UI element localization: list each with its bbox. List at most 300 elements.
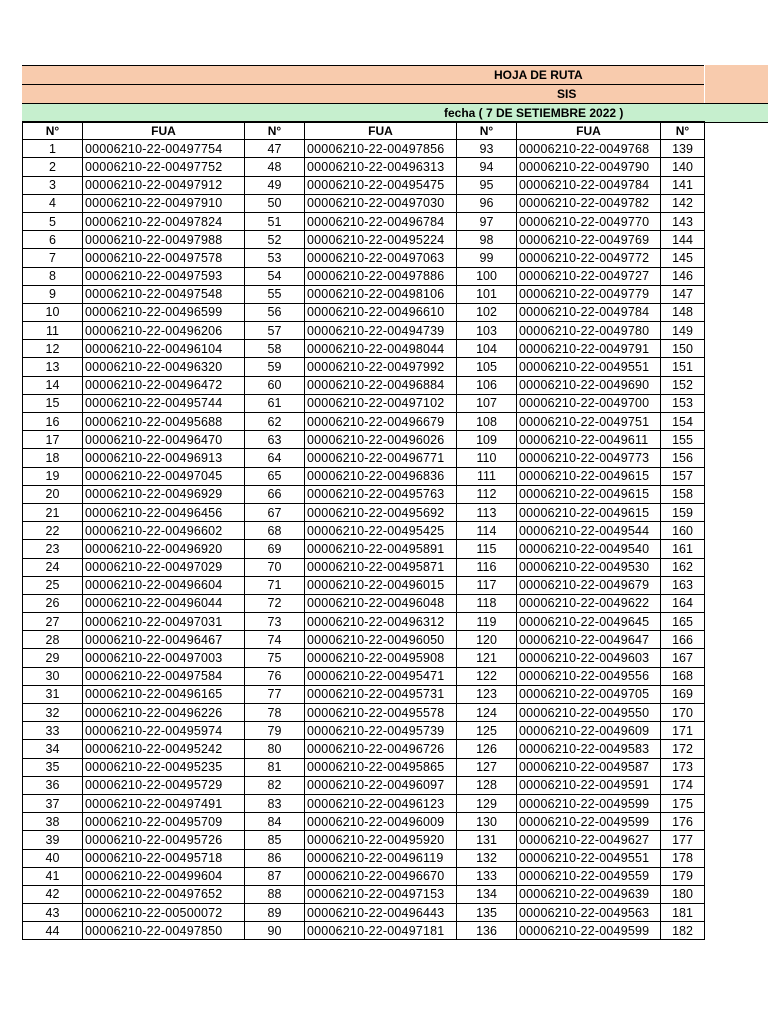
fua-cell: 00006210-22-0049622 <box>517 594 661 612</box>
fua-cell: 00006210-22-00496104 <box>83 340 245 358</box>
fua-cell: 00006210-22-0049556 <box>517 667 661 685</box>
row-number-cell: 44 <box>23 922 83 940</box>
row-number-cell: 68 <box>245 522 305 540</box>
row-number-cell: 171 <box>661 722 705 740</box>
fua-cell: 00006210-22-0049768 <box>517 140 661 158</box>
row-number-cell: 153 <box>661 394 705 412</box>
fua-cell: 00006210-22-00499604 <box>83 867 245 885</box>
fua-cell: 00006210-22-00495475 <box>305 176 457 194</box>
fua-cell: 00006210-22-0049599 <box>517 794 661 812</box>
fua-cell: 00006210-22-0049591 <box>517 776 661 794</box>
row-number-cell: 122 <box>457 667 517 685</box>
fua-cell: 00006210-22-0049769 <box>517 231 661 249</box>
row-number-cell: 75 <box>245 649 305 667</box>
row-number-cell: 60 <box>245 376 305 394</box>
table-row <box>23 176 705 194</box>
row-number-cell: 77 <box>245 685 305 703</box>
row-number-cell: 3 <box>23 176 83 194</box>
row-number-cell: 96 <box>457 194 517 212</box>
row-number-cell: 56 <box>245 303 305 321</box>
fua-cell: 00006210-22-0049611 <box>517 431 661 449</box>
fua-cell: 00006210-22-00495688 <box>83 413 245 431</box>
subtitle-band <box>22 84 704 103</box>
fua-cell: 00006210-22-00497153 <box>305 885 457 903</box>
table-row <box>23 649 705 667</box>
table-row <box>23 358 705 376</box>
table-row <box>23 285 705 303</box>
fua-cell: 00006210-22-00496443 <box>305 904 457 922</box>
row-number-cell: 133 <box>457 867 517 885</box>
table-header-row <box>23 122 705 140</box>
route-sheet-table <box>22 121 705 940</box>
fua-cell: 00006210-22-0049705 <box>517 685 661 703</box>
fua-cell: 00006210-22-00497652 <box>83 885 245 903</box>
column-header: N° <box>245 122 305 140</box>
row-number-cell: 37 <box>23 794 83 812</box>
row-number-cell: 182 <box>661 922 705 940</box>
fua-cell: 00006210-22-00498106 <box>305 285 457 303</box>
row-number-cell: 18 <box>23 449 83 467</box>
row-number-cell: 85 <box>245 831 305 849</box>
table-row <box>23 685 705 703</box>
fua-cell: 00006210-22-00496050 <box>305 631 457 649</box>
fua-cell: 00006210-22-0049540 <box>517 540 661 558</box>
sheet-subtitle: SIS <box>557 87 577 101</box>
row-number-cell: 99 <box>457 249 517 267</box>
fua-cell: 00006210-22-00497584 <box>83 667 245 685</box>
row-number-cell: 127 <box>457 758 517 776</box>
row-number-cell: 103 <box>457 322 517 340</box>
table-row <box>23 340 705 358</box>
row-number-cell: 16 <box>23 413 83 431</box>
fua-cell: 00006210-22-0049751 <box>517 413 661 431</box>
fua-cell: 00006210-22-00496206 <box>83 322 245 340</box>
table-row <box>23 212 705 230</box>
table-row <box>23 303 705 321</box>
fua-cell: 00006210-22-00497754 <box>83 140 245 158</box>
row-number-cell: 17 <box>23 431 83 449</box>
row-number-cell: 109 <box>457 431 517 449</box>
fua-cell: 00006210-22-0049627 <box>517 831 661 849</box>
row-number-cell: 98 <box>457 231 517 249</box>
row-number-cell: 59 <box>245 358 305 376</box>
row-number-cell: 5 <box>23 212 83 230</box>
row-number-cell: 4 <box>23 194 83 212</box>
table-row <box>23 594 705 612</box>
table-row <box>23 758 705 776</box>
column-header: FUA <box>83 122 245 140</box>
fua-cell: 00006210-22-00496312 <box>305 613 457 631</box>
row-number-cell: 104 <box>457 340 517 358</box>
fua-cell: 00006210-22-0049615 <box>517 467 661 485</box>
column-header: FUA <box>305 122 457 140</box>
row-number-cell: 152 <box>661 376 705 394</box>
row-number-cell: 155 <box>661 431 705 449</box>
row-number-cell: 173 <box>661 758 705 776</box>
row-number-cell: 167 <box>661 649 705 667</box>
row-number-cell: 11 <box>23 322 83 340</box>
row-number-cell: 150 <box>661 340 705 358</box>
row-number-cell: 39 <box>23 831 83 849</box>
row-number-cell: 174 <box>661 776 705 794</box>
row-number-cell: 52 <box>245 231 305 249</box>
row-number-cell: 94 <box>457 158 517 176</box>
fua-cell: 00006210-22-00497593 <box>83 267 245 285</box>
row-number-cell: 89 <box>245 904 305 922</box>
row-number-cell: 130 <box>457 813 517 831</box>
column-header: N° <box>661 122 705 140</box>
row-number-cell: 81 <box>245 758 305 776</box>
row-number-cell: 70 <box>245 558 305 576</box>
date-band <box>22 103 768 123</box>
row-number-cell: 168 <box>661 667 705 685</box>
row-number-cell: 148 <box>661 303 705 321</box>
table-row <box>23 231 705 249</box>
row-number-cell: 32 <box>23 704 83 722</box>
table-row <box>23 540 705 558</box>
row-number-cell: 140 <box>661 158 705 176</box>
row-number-cell: 54 <box>245 267 305 285</box>
row-number-cell: 58 <box>245 340 305 358</box>
fua-cell: 00006210-22-00496920 <box>83 540 245 558</box>
row-number-cell: 157 <box>661 467 705 485</box>
fua-cell: 00006210-22-0049615 <box>517 485 661 503</box>
fua-cell: 00006210-22-00497850 <box>83 922 245 940</box>
row-number-cell: 73 <box>245 613 305 631</box>
fua-cell: 00006210-22-00497102 <box>305 394 457 412</box>
fua-cell: 00006210-22-00496602 <box>83 522 245 540</box>
fua-cell: 00006210-22-0049791 <box>517 340 661 358</box>
fua-cell: 00006210-22-0049559 <box>517 867 661 885</box>
fua-cell: 00006210-22-00495235 <box>83 758 245 776</box>
row-number-cell: 82 <box>245 776 305 794</box>
row-number-cell: 164 <box>661 594 705 612</box>
row-number-cell: 14 <box>23 376 83 394</box>
fua-cell: 00006210-22-00496165 <box>83 685 245 703</box>
row-number-cell: 166 <box>661 631 705 649</box>
row-number-cell: 20 <box>23 485 83 503</box>
fua-cell: 00006210-22-0049780 <box>517 322 661 340</box>
fua-cell: 00006210-22-00497548 <box>83 285 245 303</box>
table-row <box>23 867 705 885</box>
fua-cell: 00006210-22-00495726 <box>83 831 245 849</box>
fua-cell: 00006210-22-00497992 <box>305 358 457 376</box>
row-number-cell: 29 <box>23 649 83 667</box>
row-number-cell: 26 <box>23 594 83 612</box>
fua-cell: 00006210-22-00496119 <box>305 849 457 867</box>
row-number-cell: 67 <box>245 503 305 521</box>
row-number-cell: 1 <box>23 140 83 158</box>
row-number-cell: 169 <box>661 685 705 703</box>
fua-cell: 00006210-22-0049772 <box>517 249 661 267</box>
table-row <box>23 904 705 922</box>
fua-cell: 00006210-22-0049599 <box>517 922 661 940</box>
fua-cell: 00006210-22-00497491 <box>83 794 245 812</box>
table-row <box>23 467 705 485</box>
row-number-cell: 147 <box>661 285 705 303</box>
row-number-cell: 2 <box>23 158 83 176</box>
fua-cell: 00006210-22-00495920 <box>305 831 457 849</box>
row-number-cell: 57 <box>245 322 305 340</box>
row-number-cell: 83 <box>245 794 305 812</box>
fua-cell: 00006210-22-00495242 <box>83 740 245 758</box>
fua-cell: 00006210-22-0049782 <box>517 194 661 212</box>
table-row <box>23 794 705 812</box>
fua-cell: 00006210-22-00497030 <box>305 194 457 212</box>
fua-cell: 00006210-22-00500072 <box>83 904 245 922</box>
table-row <box>23 503 705 521</box>
row-number-cell: 12 <box>23 340 83 358</box>
row-number-cell: 42 <box>23 885 83 903</box>
table-row <box>23 413 705 431</box>
row-number-cell: 158 <box>661 485 705 503</box>
row-number-cell: 162 <box>661 558 705 576</box>
table-row <box>23 431 705 449</box>
fua-cell: 00006210-22-00496470 <box>83 431 245 449</box>
fua-cell: 00006210-22-0049690 <box>517 376 661 394</box>
row-number-cell: 50 <box>245 194 305 212</box>
row-number-cell: 84 <box>245 813 305 831</box>
fua-cell: 00006210-22-00495729 <box>83 776 245 794</box>
table-row <box>23 194 705 212</box>
fua-cell: 00006210-22-00497031 <box>83 613 245 631</box>
row-number-cell: 181 <box>661 904 705 922</box>
row-number-cell: 170 <box>661 704 705 722</box>
fua-cell: 00006210-22-0049639 <box>517 885 661 903</box>
fua-cell: 00006210-22-00496313 <box>305 158 457 176</box>
fua-cell: 00006210-22-00496048 <box>305 594 457 612</box>
row-number-cell: 100 <box>457 267 517 285</box>
row-number-cell: 51 <box>245 212 305 230</box>
row-number-cell: 6 <box>23 231 83 249</box>
row-number-cell: 55 <box>245 285 305 303</box>
row-number-cell: 175 <box>661 794 705 812</box>
fua-cell: 00006210-22-00496679 <box>305 413 457 431</box>
row-number-cell: 7 <box>23 249 83 267</box>
row-number-cell: 64 <box>245 449 305 467</box>
table-row <box>23 740 705 758</box>
fua-cell: 00006210-22-00495718 <box>83 849 245 867</box>
row-number-cell: 111 <box>457 467 517 485</box>
fua-cell: 00006210-22-0049599 <box>517 813 661 831</box>
fua-cell: 00006210-22-00497912 <box>83 176 245 194</box>
sheet-title: HOJA DE RUTA <box>494 68 583 82</box>
table-row <box>23 322 705 340</box>
table-row <box>23 485 705 503</box>
row-number-cell: 128 <box>457 776 517 794</box>
fua-cell: 00006210-22-00496610 <box>305 303 457 321</box>
column-header: FUA <box>517 122 661 140</box>
fua-cell: 00006210-22-00497181 <box>305 922 457 940</box>
table-row <box>23 558 705 576</box>
row-number-cell: 126 <box>457 740 517 758</box>
fua-cell: 00006210-22-00495763 <box>305 485 457 503</box>
fua-cell: 00006210-22-00496320 <box>83 358 245 376</box>
row-number-cell: 15 <box>23 394 83 412</box>
row-number-cell: 95 <box>457 176 517 194</box>
table-row <box>23 667 705 685</box>
row-number-cell: 34 <box>23 740 83 758</box>
table-row <box>23 613 705 631</box>
table-row <box>23 394 705 412</box>
row-number-cell: 113 <box>457 503 517 521</box>
row-number-cell: 27 <box>23 613 83 631</box>
fua-cell: 00006210-22-0049645 <box>517 613 661 631</box>
fua-cell: 00006210-22-00495224 <box>305 231 457 249</box>
fua-cell: 00006210-22-00495709 <box>83 813 245 831</box>
row-number-cell: 129 <box>457 794 517 812</box>
fua-cell: 00006210-22-00495865 <box>305 758 457 776</box>
fua-cell: 00006210-22-00496884 <box>305 376 457 394</box>
row-number-cell: 125 <box>457 722 517 740</box>
table-row <box>23 776 705 794</box>
fua-cell: 00006210-22-0049603 <box>517 649 661 667</box>
fua-cell: 00006210-22-0049530 <box>517 558 661 576</box>
row-number-cell: 79 <box>245 722 305 740</box>
row-number-cell: 121 <box>457 649 517 667</box>
fua-cell: 00006210-22-0049679 <box>517 576 661 594</box>
row-number-cell: 62 <box>245 413 305 431</box>
row-number-cell: 178 <box>661 849 705 867</box>
fua-cell: 00006210-22-00494739 <box>305 322 457 340</box>
row-number-cell: 123 <box>457 685 517 703</box>
row-number-cell: 119 <box>457 613 517 631</box>
row-number-cell: 88 <box>245 885 305 903</box>
row-number-cell: 145 <box>661 249 705 267</box>
table-row <box>23 831 705 849</box>
fua-cell: 00006210-22-00496097 <box>305 776 457 794</box>
row-number-cell: 101 <box>457 285 517 303</box>
row-number-cell: 43 <box>23 904 83 922</box>
row-number-cell: 87 <box>245 867 305 885</box>
fua-cell: 00006210-22-0049790 <box>517 158 661 176</box>
row-number-cell: 106 <box>457 376 517 394</box>
row-number-cell: 40 <box>23 849 83 867</box>
row-number-cell: 131 <box>457 831 517 849</box>
fua-cell: 00006210-22-0049784 <box>517 303 661 321</box>
table-row <box>23 522 705 540</box>
row-number-cell: 86 <box>245 849 305 867</box>
table-row <box>23 249 705 267</box>
fua-cell: 00006210-22-0049550 <box>517 704 661 722</box>
fua-cell: 00006210-22-00497752 <box>83 158 245 176</box>
row-number-cell: 74 <box>245 631 305 649</box>
row-number-cell: 163 <box>661 576 705 594</box>
fua-cell: 00006210-22-00496771 <box>305 449 457 467</box>
row-number-cell: 115 <box>457 540 517 558</box>
row-number-cell: 23 <box>23 540 83 558</box>
row-number-cell: 49 <box>245 176 305 194</box>
table-row <box>23 158 705 176</box>
row-number-cell: 9 <box>23 285 83 303</box>
row-number-cell: 10 <box>23 303 83 321</box>
row-number-cell: 117 <box>457 576 517 594</box>
fua-cell: 00006210-22-00496670 <box>305 867 457 885</box>
row-number-cell: 118 <box>457 594 517 612</box>
row-number-cell: 36 <box>23 776 83 794</box>
row-number-cell: 8 <box>23 267 83 285</box>
row-number-cell: 48 <box>245 158 305 176</box>
row-number-cell: 107 <box>457 394 517 412</box>
fua-cell: 00006210-22-00497029 <box>83 558 245 576</box>
row-number-cell: 69 <box>245 540 305 558</box>
fua-cell: 00006210-22-0049544 <box>517 522 661 540</box>
fua-cell: 00006210-22-00495578 <box>305 704 457 722</box>
sheet-date: fecha ( 7 DE SETIEMBRE 2022 ) <box>444 106 624 120</box>
row-number-cell: 156 <box>661 449 705 467</box>
fua-cell: 00006210-22-0049779 <box>517 285 661 303</box>
row-number-cell: 176 <box>661 813 705 831</box>
row-number-cell: 151 <box>661 358 705 376</box>
row-number-cell: 24 <box>23 558 83 576</box>
fua-cell: 00006210-22-0049700 <box>517 394 661 412</box>
fua-cell: 00006210-22-00496599 <box>83 303 245 321</box>
fua-cell: 00006210-22-00496836 <box>305 467 457 485</box>
column-header: N° <box>457 122 517 140</box>
row-number-cell: 114 <box>457 522 517 540</box>
fua-cell: 00006210-22-00497824 <box>83 212 245 230</box>
row-number-cell: 90 <box>245 922 305 940</box>
fua-cell: 00006210-22-0049727 <box>517 267 661 285</box>
row-number-cell: 143 <box>661 212 705 230</box>
fua-cell: 00006210-22-00497045 <box>83 467 245 485</box>
row-number-cell: 136 <box>457 922 517 940</box>
fua-cell: 00006210-22-00495471 <box>305 667 457 685</box>
row-number-cell: 179 <box>661 867 705 885</box>
row-number-cell: 22 <box>23 522 83 540</box>
table-row <box>23 449 705 467</box>
row-number-cell: 124 <box>457 704 517 722</box>
row-number-cell: 97 <box>457 212 517 230</box>
table-row <box>23 631 705 649</box>
fua-cell: 00006210-22-00497578 <box>83 249 245 267</box>
row-number-cell: 28 <box>23 631 83 649</box>
fua-cell: 00006210-22-0049609 <box>517 722 661 740</box>
row-number-cell: 19 <box>23 467 83 485</box>
row-number-cell: 80 <box>245 740 305 758</box>
row-number-cell: 139 <box>661 140 705 158</box>
fua-cell: 00006210-22-0049551 <box>517 849 661 867</box>
table-row <box>23 576 705 594</box>
row-number-cell: 31 <box>23 685 83 703</box>
row-number-cell: 149 <box>661 322 705 340</box>
table-row <box>23 704 705 722</box>
row-number-cell: 142 <box>661 194 705 212</box>
fua-cell: 00006210-22-0049583 <box>517 740 661 758</box>
fua-cell: 00006210-22-00496467 <box>83 631 245 649</box>
fua-cell: 00006210-22-00496929 <box>83 485 245 503</box>
fua-cell: 00006210-22-00495974 <box>83 722 245 740</box>
row-number-cell: 105 <box>457 358 517 376</box>
fua-cell: 00006210-22-00495908 <box>305 649 457 667</box>
fua-cell: 00006210-22-00497856 <box>305 140 457 158</box>
table-row <box>23 267 705 285</box>
fua-cell: 00006210-22-00495739 <box>305 722 457 740</box>
subtitle-band-overflow <box>705 84 768 103</box>
fua-cell: 00006210-22-00495891 <box>305 540 457 558</box>
row-number-cell: 120 <box>457 631 517 649</box>
fua-cell: 00006210-22-00497910 <box>83 194 245 212</box>
row-number-cell: 161 <box>661 540 705 558</box>
row-number-cell: 135 <box>457 904 517 922</box>
row-number-cell: 76 <box>245 667 305 685</box>
table-row <box>23 849 705 867</box>
row-number-cell: 160 <box>661 522 705 540</box>
fua-cell: 00006210-22-00498044 <box>305 340 457 358</box>
row-number-cell: 132 <box>457 849 517 867</box>
fua-cell: 00006210-22-0049587 <box>517 758 661 776</box>
fua-cell: 00006210-22-00496226 <box>83 704 245 722</box>
